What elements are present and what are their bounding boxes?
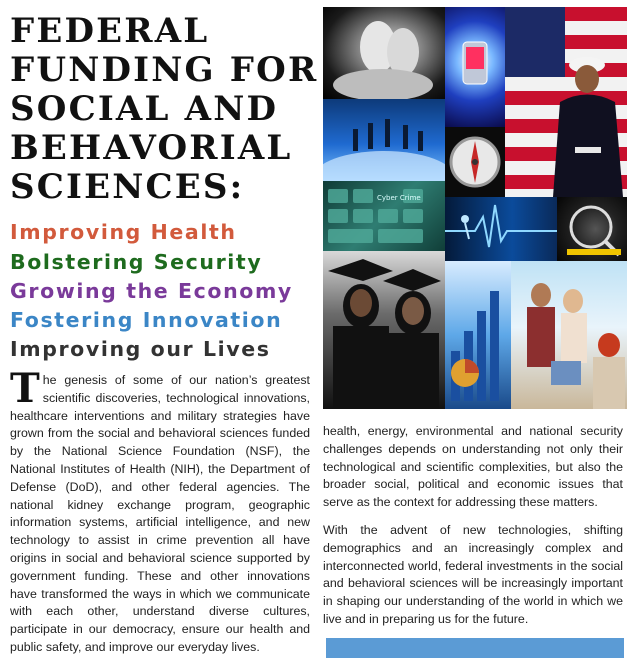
subtitle-health: Improving Health [10, 220, 237, 244]
photo-collage [323, 7, 627, 409]
ekg-icon [445, 197, 557, 261]
cyber-crime-label: Cyber Crime [377, 194, 421, 202]
body-right-paragraph-2: With the advent of new technologies, shifting demographics and an increasingly complex and interconnected world, federal investments in the social and behavioral sciences will be increasingly important in shaping our understanding of the world in which we live and in preparing us for the future. [323, 522, 623, 626]
globe-icon [323, 99, 445, 181]
body-left-text: he genesis of some of our nation’s greatest scientific discoveries, technological innovations, healthcare interventions and military strategies have grown from the social and behavioral sciences funded by the National Science Foundation (NSF), the National Institutes of Health (NIH), the Department of Defense (DoD), and other federal agencies. The national kidney exchange program, geographic information systems, artificial intelligence, and new technology to assist in crime prevention all have origins in social and behavioral science supported by government funding. These and other innovations have transformed the ways in which we communicate with each other, understand diverse cultures, participate in our democracy, ensure our health and public safety, and improve our everyday lives. [10, 373, 310, 654]
crime-scene-image [557, 197, 627, 261]
body-right-column [323, 423, 623, 639]
title-line: BEHAVORIAL [10, 128, 293, 168]
magnifier-icon [557, 197, 627, 261]
title-line: FEDERAL [10, 11, 210, 51]
people-icon [511, 261, 627, 409]
soldier-icon [505, 7, 627, 197]
subtitle-economy: Growing the Economy [10, 279, 293, 303]
title-line: SCIENCES: [10, 167, 245, 207]
feet-icon [323, 7, 445, 99]
compass-image [445, 127, 505, 197]
soldier-flag-image [505, 7, 627, 197]
title-line: FUNDING FOR [10, 50, 319, 90]
economy-chart-image [445, 261, 511, 409]
title-line: SOCIAL AND [10, 89, 279, 129]
subtitle-security: Bolstering Security [10, 250, 263, 274]
bar-chart-icon [445, 261, 511, 409]
body-left-column [10, 365, 310, 657]
subtitle-lives: Improving our Lives [10, 337, 271, 361]
volunteers-image [511, 261, 627, 409]
phone-icon [445, 7, 505, 127]
health-ekg-image [445, 197, 557, 261]
graduates-icon [323, 251, 445, 409]
cyber-crime-keyboard-image [323, 181, 445, 251]
page-title [10, 11, 319, 207]
baby-feet-image [323, 7, 445, 99]
mobile-tech-image [445, 7, 505, 127]
drop-cap: T [10, 365, 40, 412]
compass-icon [445, 127, 505, 197]
keyboard-icon [323, 181, 445, 251]
globe-people-image [323, 99, 445, 181]
subtitle-innovation: Fostering Innovation [10, 308, 283, 332]
graduates-image [323, 251, 445, 409]
body-right-paragraph-1: health, energy, environmental and national security challenges depends on understanding not only their technological and scientific complexities, but also the broader social, political and economic issues that serve as the context for addressing these matters. [323, 424, 623, 510]
blue-callout-box [326, 638, 624, 658]
